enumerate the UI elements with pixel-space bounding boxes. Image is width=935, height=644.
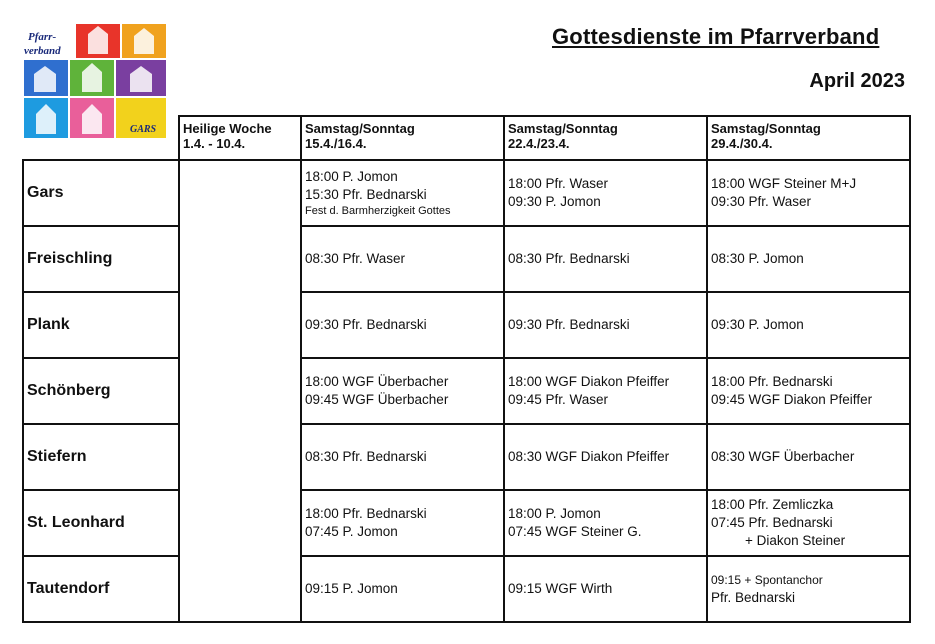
service-entry: 08:30 Pfr. Bednarski xyxy=(305,449,427,464)
place-cell xyxy=(22,357,178,423)
service-entry: 09:45 WGF Überbacher xyxy=(305,392,449,407)
service-entry: 07:45 Pfr. Bednarski xyxy=(711,515,833,530)
place-name: Stiefern xyxy=(27,448,87,465)
schedule-cell xyxy=(503,489,706,555)
page-title: Gottesdienste im Pfarrverband xyxy=(552,24,880,49)
service-entry: 18:00 WGF Diakon Pfeiffer xyxy=(508,374,670,389)
service-entry: 09:15 + Spontanchor xyxy=(711,573,823,587)
service-note: Fest d. Barmherzigkeit Gottes xyxy=(305,205,451,217)
schedule-table xyxy=(22,115,911,623)
service-entry: 07:45 P. Jomon xyxy=(305,524,398,539)
service-entry: 18:00 Pfr. Bednarski xyxy=(305,506,427,521)
place-cell xyxy=(22,291,178,357)
service-entry: 09:15 WGF Wirth xyxy=(508,581,613,596)
column-header-date: 15.4./16.4. xyxy=(305,136,367,151)
place-cell xyxy=(22,489,178,555)
column-header xyxy=(706,115,911,159)
schedule-cell xyxy=(300,159,503,225)
column-header-title: Samstag/Sonntag xyxy=(508,121,618,136)
logo-text: Pfarr- xyxy=(28,31,57,43)
service-entry: 18:00 WGF Steiner M+J xyxy=(711,176,857,191)
service-entry: 09:45 Pfr. Waser xyxy=(508,392,609,407)
column-header xyxy=(178,115,300,159)
schedule-cell xyxy=(300,225,503,291)
schedule-cell xyxy=(503,423,706,489)
schedule-cell xyxy=(300,489,503,555)
schedule-cell xyxy=(503,291,706,357)
schedule-cell xyxy=(706,357,911,423)
place-name: Schönberg xyxy=(27,382,111,399)
service-entry: 18:00 P. Jomon xyxy=(305,169,398,184)
service-entry: 09:30 Pfr. Bednarski xyxy=(305,317,427,332)
place-cell xyxy=(22,423,178,489)
service-entry: 09:30 P. Jomon xyxy=(711,317,804,332)
column-header-date: 29.4./30.4. xyxy=(711,136,773,151)
service-entry: Pfr. Bednarski xyxy=(711,590,796,605)
schedule-cell xyxy=(706,159,911,225)
schedule-cell xyxy=(706,291,911,357)
logo-gars-text: GARS xyxy=(130,124,157,135)
place-name: St. Leonhard xyxy=(27,514,125,531)
place-cell xyxy=(22,159,178,225)
service-entry: 09:15 P. Jomon xyxy=(305,581,398,596)
schedule-cell xyxy=(300,291,503,357)
schedule-cell xyxy=(300,357,503,423)
schedule-cell xyxy=(706,489,911,555)
schedule-cell xyxy=(503,159,706,225)
service-entry: 08:30 WGF Überbacher xyxy=(711,449,855,464)
column-header-title: Heilige Woche xyxy=(183,121,272,136)
column-header-title: Samstag/Sonntag xyxy=(711,121,821,136)
place-name: Gars xyxy=(27,184,64,201)
schedule-cell xyxy=(706,555,911,621)
service-entry: + Diakon Steiner xyxy=(745,533,846,548)
column-header xyxy=(300,115,503,159)
place-cell xyxy=(22,555,178,621)
service-entry: 09:30 P. Jomon xyxy=(508,194,601,209)
place-name: Plank xyxy=(27,316,70,333)
column-header-date: 1.4. - 10.4. xyxy=(183,136,246,151)
logo-text: verband xyxy=(24,45,61,57)
service-entry: 09:45 WGF Diakon Pfeiffer xyxy=(711,392,873,407)
service-entry: 09:30 Pfr. Waser xyxy=(711,194,812,209)
service-entry: 18:00 P. Jomon xyxy=(508,506,601,521)
service-entry: 18:00 Pfr. Bednarski xyxy=(711,374,833,389)
column-header-date: 22.4./23.4. xyxy=(508,136,570,151)
service-entry: 08:30 Pfr. Bednarski xyxy=(508,251,630,266)
service-entry: 09:30 Pfr. Bednarski xyxy=(508,317,630,332)
service-entry: 08:30 WGF Diakon Pfeiffer xyxy=(508,449,670,464)
place-cell xyxy=(22,225,178,291)
schedule-cell xyxy=(503,357,706,423)
schedule-cell xyxy=(706,423,911,489)
service-entry: 15:30 Pfr. Bednarski xyxy=(305,187,427,202)
service-entry: 18:00 Pfr. Waser xyxy=(508,176,609,191)
schedule-cell xyxy=(706,225,911,291)
place-name: Freischling xyxy=(27,250,113,267)
column-header-title: Samstag/Sonntag xyxy=(305,121,415,136)
page-subtitle: April 2023 xyxy=(809,70,905,92)
schedule-cell xyxy=(300,423,503,489)
schedule-cell xyxy=(300,555,503,621)
column-header xyxy=(503,115,706,159)
place-name: Tautendorf xyxy=(27,580,110,597)
service-entry: 18:00 Pfr. Zemliczka xyxy=(711,497,834,512)
schedule-cell xyxy=(503,555,706,621)
holy-week-cell xyxy=(178,159,300,621)
service-entry: 07:45 WGF Steiner G. xyxy=(508,524,642,539)
service-entry: 08:30 P. Jomon xyxy=(711,251,804,266)
service-entry: 18:00 WGF Überbacher xyxy=(305,374,449,389)
schedule-cell xyxy=(503,225,706,291)
service-entry: 08:30 Pfr. Waser xyxy=(305,251,406,266)
